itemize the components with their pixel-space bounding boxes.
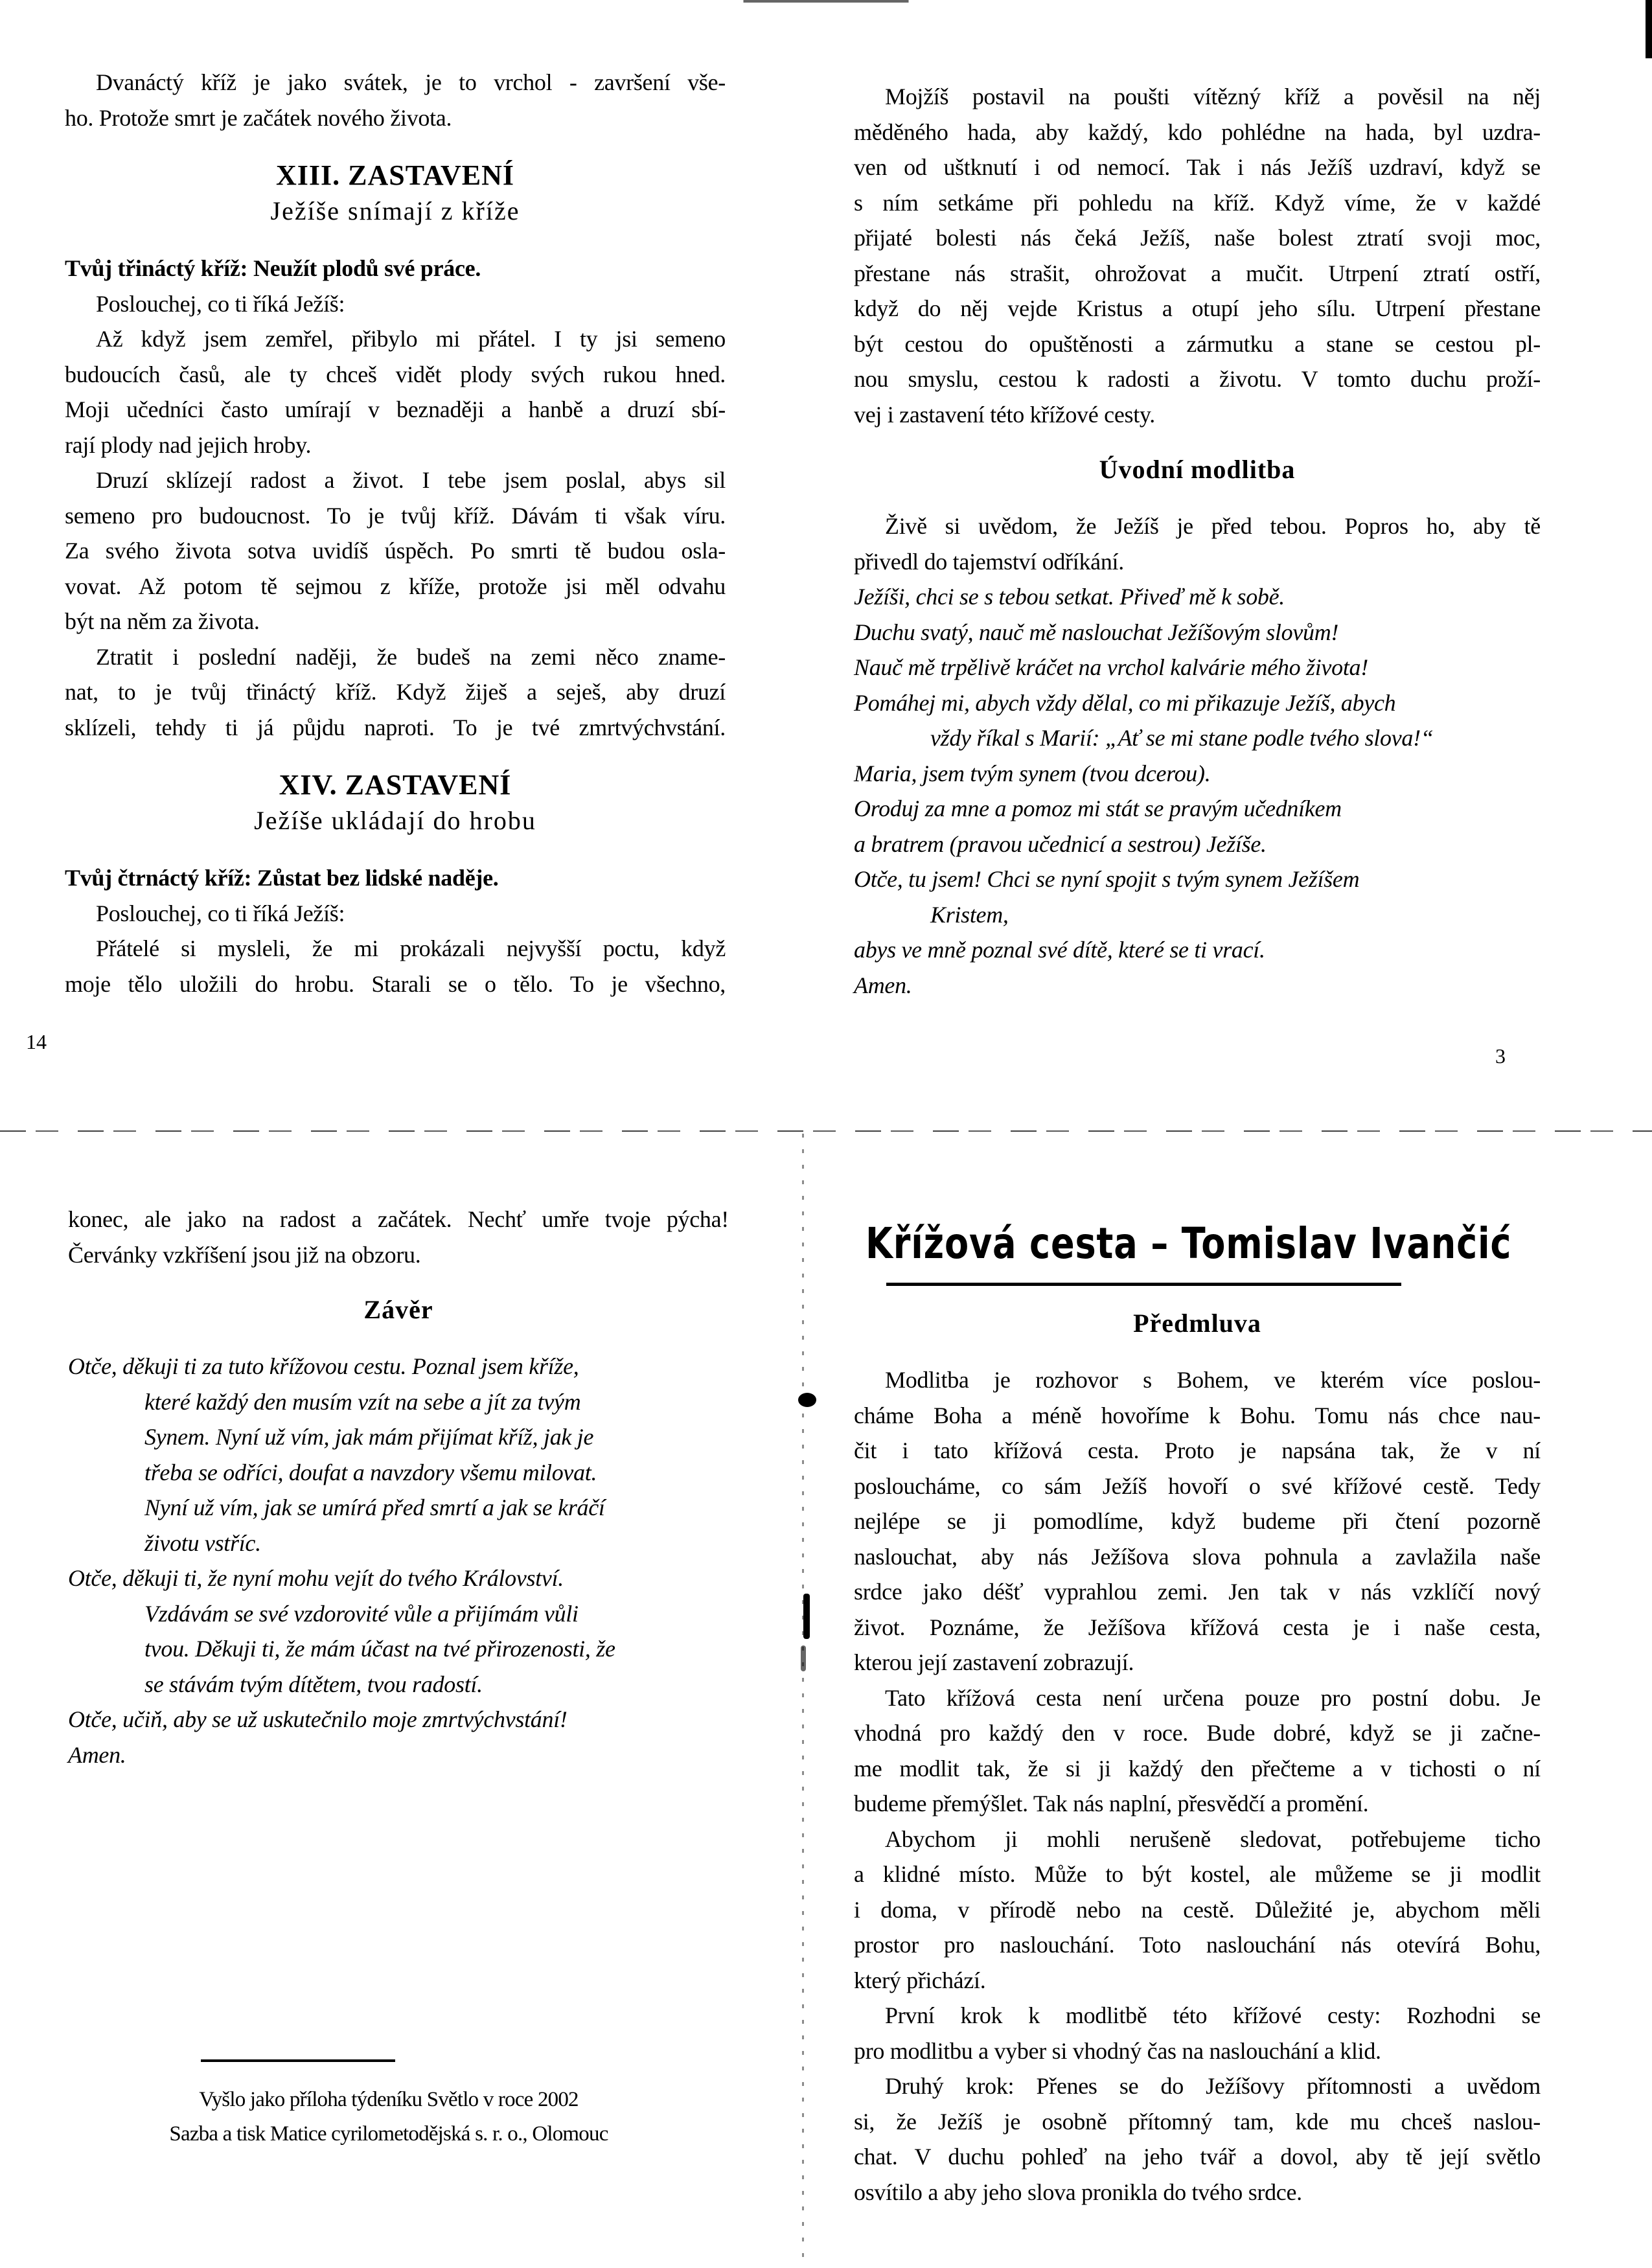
text-line: třeba se odříci, doufat a navzdory všemu milovat. (144, 1459, 597, 1485)
text-line: Maria, jsem tvým synem (tvou dcerou). (854, 760, 1211, 786)
text-line: tvou. Děkuji ti, že mám účast na tvé přirozenosti, že (144, 1636, 615, 1662)
text-line: vhodná pro každý den v roce. Bude dobré, když se ji začne- (854, 1720, 1541, 1746)
vertical-fold-line (802, 1134, 804, 2268)
page-closing (68, 1202, 729, 1772)
text-line: pro modlitbu a vyber si vhodný čas na naslouchání a klid. (854, 2037, 1381, 2064)
text-line: me modlit tak, že si ji každý den přečteme a v tichosti o ní (854, 1755, 1541, 1781)
text-line: Otče, tu jsem! Chci se nyní spojit s tvým synem Ježíšem (854, 866, 1360, 892)
text-line: ven od uštknutí i od nemocí. Tak i nás Ježíš uzdraví, když se (854, 154, 1541, 180)
text-line: měděného hada, aby každý, kdo pohlédne na hada, byl uzdra- (854, 119, 1541, 145)
text-line: kterou její zastavení zobrazují. (854, 1649, 1134, 1675)
scan-smudge (801, 1645, 806, 1671)
scan-smudge (798, 1393, 816, 1407)
text-line: Modlitba je rozhovor s Bohem, ve kterém více poslou- (885, 1367, 1541, 1393)
text-line: vždy říkal s Marií: „Ať se mi stane podle tvého slova!“ (930, 725, 1434, 751)
text-line: Amen. (68, 1741, 126, 1768)
intro-prayer (854, 579, 1541, 1003)
text-line: rají plody nad jejich hroby. (65, 431, 312, 458)
booklet-title: Křížová cesta – Tomislav Ivančić (866, 1219, 1512, 1268)
text-line: naslouchat, aby nás Ježíšova slova pohnula a zavlažila naše (854, 1543, 1541, 1570)
text-line: se stávám tvým dítětem, tvou radostí. (144, 1671, 483, 1697)
text-line: přestane nás strašit, ohrožovat a mučit. Utrpení ztratí ostří, (854, 260, 1541, 286)
text-line: prostor pro naslouchání. Toto naslouchání nás otevírá Bohu, (854, 1932, 1541, 1958)
text-line: Červánky vzkříšení jsou již na obzoru. (68, 1241, 421, 1268)
text-line: semeno pro budoucnost. To je tvůj kříž. Dávám ti však víru. (65, 502, 726, 529)
text-line: když do něj vejde Kristus a otupí jeho sílu. Utrpení přestane (854, 295, 1541, 321)
text-line: být na něm za života. (65, 608, 260, 634)
station-13-heading: XIII. ZASTAVENÍ (276, 159, 514, 191)
title-rule (886, 1283, 1401, 1286)
text-line: Otče, děkuji ti za tuto křížovou cestu. Poznal jsem kříže, (68, 1353, 579, 1379)
text-line: život. Poznáme, že Ježíšova křížová cesta je i naše cesta, (854, 1614, 1541, 1640)
text-line: Moji učedníci často umírají v beznaději a hanbě a druzí sbí- (65, 396, 726, 422)
text-line: který přichází. (854, 1967, 986, 1993)
text-line: cháme Boha a méně hovoříme k Bohu. Tomu nás chce nau- (854, 1402, 1541, 1428)
text-line: a klidné místo. Může to být kostel, ale můžeme se ji modlit (854, 1861, 1541, 1887)
text-line: Ježíši, chci se s tebou setkat. Přiveď mě k sobě. (854, 584, 1285, 610)
text-line: a bratrem (pravou učednicí a sestrou) Ježíše. (854, 830, 1267, 857)
text-line: Dvanáctý kříž je jako svátek, je to vrchol - završení vše- (96, 69, 726, 95)
text-line: životu vstříc. (144, 1529, 261, 1556)
text-line: Amen. (854, 972, 912, 998)
listen-line: Poslouchej, co ti říká Ježíš: (96, 290, 345, 317)
text-line: nou smyslu, cestou k radosti a životu. V tomto duchu proží- (854, 366, 1541, 392)
text-line: budoucích časů, ale ty chceš vidět plody svých rukou hned. (65, 361, 726, 387)
page-number: 14 (26, 1030, 47, 1053)
text-line: chat. V duchu pohleď na jeho tvář a dovol, aby tě její světlo (854, 2144, 1541, 2170)
text-line: ho. Protože smrt je začátek nového života. (65, 104, 452, 131)
text-line: Ztratit i poslední naději, že budeš na zemi něco zname- (96, 643, 726, 670)
text-line: přivedl do tajemství odříkání. (854, 548, 1124, 575)
page-3 (854, 79, 1541, 1003)
text-line: konec, ale jako na radost a začátek. Nechť umře tvoje pýcha! (68, 1206, 729, 1232)
scan-smudge (803, 1594, 810, 1639)
horizontal-fold-line (0, 1130, 1652, 1132)
page-number: 3 (1495, 1044, 1506, 1068)
scan-edge-right (1646, 0, 1652, 58)
text-line: Kristem, (930, 901, 1009, 928)
text-line: vovat. Až potom tě sejmou z kříže, protože jsi měl odvahu (65, 573, 726, 599)
text-line: Nauč mě trpělivě kráčet na vrchol kalvárie mého života! (854, 654, 1368, 680)
section-heading-conclusion: Závěr (363, 1295, 433, 1324)
text-line: Synem. Nyní už vím, jak mám přijímat kříž, jak je (144, 1424, 594, 1450)
text-line: Abychom ji mohli nerušeně sledovat, potřebujeme ticho (885, 1826, 1541, 1852)
text-line: Za svého života sotva uvidíš úspěch. Po smrti tě budou osla- (65, 538, 726, 564)
text-line: Duchu svatý, nauč mě naslouchat Ježíšovým slovům! (854, 619, 1339, 645)
text-line: Otče, učiň, aby se už uskutečnilo moje zmrtvýchvstání! (68, 1706, 568, 1732)
station-14-heading: XIV. ZASTAVENÍ (279, 769, 512, 801)
colophon (97, 2083, 680, 2151)
text-line: budeme přemýšlet. Tak nás naplní, přesvědčí a promění. (854, 1791, 1369, 1816)
text-line: i doma, v přírodě nebo na cestě. Důležité je, abychom měli (854, 1896, 1541, 1923)
scan-edge-top (0, 0, 1652, 3)
text-line: Pomáhej mi, abych vždy dělal, co mi přikazuje Ježíš, abych (854, 689, 1396, 716)
page-preface (854, 1218, 1541, 2210)
text-line: Otče, děkuji ti, že nyní mohu vejít do tvého Království. (68, 1565, 564, 1591)
station-13-cross-title: Tvůj třináctý kříž: Neužít plodů své práce. (65, 255, 481, 281)
text-line: přijaté bolesti nás čeká Ježíš, naše bolest ztratí svoji moc, (854, 225, 1541, 251)
text-line: Druzí sklízejí radost a život. I tebe jsem poslal, abys sil (96, 467, 726, 493)
text-line: První krok k modlitbě této křížové cesty: Rozhodni se (885, 2002, 1541, 2028)
text-line: čit i tato křížová cesta. Proto je napsána tak, že v ní (854, 1438, 1541, 1463)
text-line: nat, to je tvůj třináctý kříž. Když žiješ a seješ, aby druzí (65, 679, 726, 705)
text-line: abys ve mně poznal své dítě, které se ti vrací. (854, 937, 1265, 963)
text-line: si, že Ježíš je osobně přítomný tam, kde mu chceš naslou- (854, 2108, 1541, 2135)
text-line: nejlépe se ji pomodlíme, když budeme při čtení pozorně (854, 1508, 1541, 1534)
preface-body (854, 1362, 1541, 2210)
text-line: Nyní už vím, jak se umírá před smrtí a jak se kráčí (144, 1495, 605, 1520)
text-line: Živě si uvědom, že Ježíš je před tebou. Popros ho, aby tě (885, 513, 1541, 539)
colophon-line: Sazba a tisk Matice cyrilometodějská s. r. o., Olomouc (169, 2122, 608, 2146)
text-line: vej i zastavení této křížové cesty. (854, 401, 1155, 428)
text-line: Až když jsem zemřel, přibylo mi přátel. I ty jsi semeno (96, 326, 726, 352)
text-line: Oroduj za mne a pomoz mi stát se pravým učedníkem (854, 796, 1342, 821)
text-line: posloucháme, co sám Ježíš hovoří o své křížové cestě. Tedy (854, 1472, 1541, 1499)
colophon-line: Vyšlo jako příloha týdeníku Světlo v roce 2002 (199, 2088, 579, 2111)
page-14 (65, 65, 726, 1002)
section-heading-preface: Předmluva (1133, 1309, 1261, 1338)
section-heading-intro-prayer: Úvodní modlitba (1099, 455, 1296, 484)
text-line: které každý den musím vzít na sebe a jít za tvým (144, 1388, 581, 1415)
text-line: Mojžíš postavil na poušti vítězný kříž a pověsil na něj (885, 84, 1541, 109)
text-line: s ním setkáme při pohledu na kříž. Když víme, že v každé (854, 189, 1541, 216)
text-line: Druhý krok: Přenes se do Ježíšovy přítomnosti a uvědom (885, 2073, 1541, 2099)
text-line: být cestou do opuštěnosti a zármutku a stane se cestou pl- (854, 330, 1541, 357)
text-line: sklízeli, tehdy ti já půjdu naproti. To je tvé zmrtvýchvstání. (65, 714, 726, 740)
station-14-subheading: Ježíše ukládají do hrobu (254, 806, 536, 835)
text-line: osvítilo a aby jeho slova pronikla do tvého srdce. (854, 2179, 1302, 2205)
station-14-cross-title: Tvůj čtrnáctý kříž: Zůstat bez lidské naděje. (65, 865, 499, 891)
listen-line: Poslouchej, co ti říká Ježíš: (96, 900, 345, 926)
station-13-subheading: Ježíše snímají z kříže (270, 196, 520, 225)
colophon-rule (201, 2059, 395, 2062)
text-line: Vzdávám se své vzdorovité vůle a přijímám vůli (144, 1600, 579, 1627)
text-line: moje tělo uložili do hrobu. Starali se o tělo. To je všechno, (65, 970, 726, 997)
text-line: Tato křížová cesta není určena pouze pro postní dobu. Je (885, 1684, 1541, 1711)
text-line: srdce jako déšť vyprahlou zemi. Jen tak v nás vzklíčí nový (854, 1579, 1541, 1605)
text-line: Přátelé si mysleli, že mi prokázali nejvyšší poctu, když (96, 935, 726, 961)
closing-prayer (68, 1349, 729, 1772)
